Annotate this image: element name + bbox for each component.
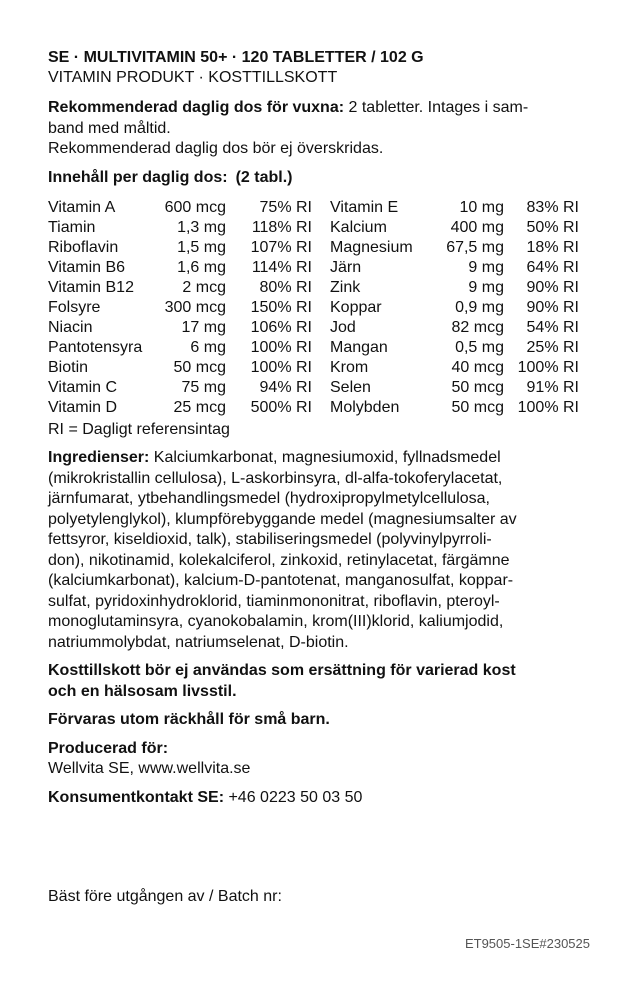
nutrient-row <box>330 378 579 398</box>
nutrient-amount: 2 mcg <box>182 278 226 296</box>
ingredients-text: Kalciumkarbonat, magnesiumoxid, fyllnadsmedel <box>149 449 501 466</box>
contact-line <box>48 788 593 809</box>
dosage-label: Rekommenderad daglig dos för vuxna: <box>48 99 345 116</box>
nutrient-name: Folsyre <box>48 298 101 316</box>
ingredients-line: don), nikotinamid, kolekalciferol, zinkoxid, retinylacetat, färgämne <box>48 551 510 569</box>
nutrient-name: Koppar <box>330 298 382 316</box>
nutrient-ri: 100% RI <box>250 358 312 376</box>
nutrient-name: Riboflavin <box>48 238 119 256</box>
dosage-line-1 <box>48 98 593 119</box>
nutrient-amount: 50 mcg <box>451 398 504 416</box>
nutrient-row <box>48 258 312 278</box>
nutrient-row <box>330 298 579 318</box>
nutrient-ri: 18% RI <box>526 238 579 256</box>
nutrient-row <box>330 318 579 338</box>
nutrient-ri: 100% RI <box>517 398 579 416</box>
ingredients-line: sulfat, pyridoxinhydroklorid, tiaminmononitrat, riboflavin, pteroyl- <box>48 592 500 610</box>
supplement-warning-line: Kosttillskott bör ej användas som ersättning för varierad kost <box>48 662 516 679</box>
ingredients-line: natriummolybdat, natriumselenat, D-biotin. <box>48 633 349 651</box>
nutrient-row <box>48 398 312 418</box>
nutrient-row <box>48 358 312 378</box>
nutrient-row <box>48 298 312 318</box>
contact-value: +46 0223 50 03 50 <box>224 788 363 806</box>
nutrient-ri: 100% RI <box>517 358 579 376</box>
nutrient-amount: 82 mcg <box>451 318 504 336</box>
nutrient-name: Vitamin E <box>330 198 399 216</box>
nutrient-amount: 300 mcg <box>164 298 226 316</box>
nutrient-ri: 80% RI <box>259 278 312 296</box>
nutrient-name: Zink <box>330 278 361 296</box>
nutrient-name: Molybden <box>330 398 400 416</box>
nutrient-row <box>48 338 312 358</box>
nutrient-ri: 90% RI <box>526 278 579 296</box>
ingredients-line: järnfumarat, ytbehandlingsmedel (hydroxipropylmetylcellulosa, <box>48 490 490 507</box>
nutrient-name: Kalcium <box>330 218 387 236</box>
content-heading <box>48 168 593 188</box>
ingredients-line: (kalciumkarbonat), kalcium-D-pantotenat, manganosulfat, koppar- <box>48 572 514 589</box>
ingredients-line: monoglutaminsyra, cyanokobalamin, krom(III)klorid, kaliumjodid, <box>48 613 504 630</box>
nutrient-row <box>48 238 312 258</box>
nutrient-name: Vitamin B12 <box>48 278 134 296</box>
ingredients-line: polyetylenglykol), klumpförebyggande medel (magnesiumsalter av <box>48 510 517 528</box>
nutrient-name: Niacin <box>48 318 93 336</box>
nutrient-ri: 118% RI <box>251 218 312 236</box>
nutrient-amount: 1,3 mg <box>177 218 226 236</box>
nutrient-row <box>48 318 312 338</box>
nutrient-ri: 114% RI <box>251 258 312 276</box>
nutrient-amount: 6 mg <box>190 338 226 356</box>
nutrient-amount: 40 mcg <box>451 358 504 376</box>
nutrient-ri: 106% RI <box>250 318 312 336</box>
nutrient-amount: 600 mcg <box>164 198 226 216</box>
nutrient-row <box>330 198 579 218</box>
dosage-warning: Rekommenderad daglig dos bör ej överskridas. <box>48 140 384 157</box>
supplement-warning <box>48 661 593 702</box>
nutrient-amount: 67,5 mg <box>446 238 504 256</box>
nutrient-name: Järn <box>330 258 362 276</box>
nutrient-ri: 83% RI <box>526 198 579 216</box>
nutrient-ri: 75% RI <box>259 198 312 216</box>
nutrient-name: Selen <box>330 378 371 396</box>
nutrient-amount: 1,6 mg <box>177 258 226 276</box>
nutrient-amount: 9 mg <box>468 258 504 276</box>
batch-code: ET9505-1SE#230525 <box>464 936 590 951</box>
nutrient-ri: 100% RI <box>250 338 312 356</box>
nutrient-ri: 54% RI <box>526 318 579 336</box>
nutrient-ri: 90% RI <box>526 298 579 316</box>
producer-value: Wellvita SE, www.wellvita.se <box>48 760 251 777</box>
nutrient-row <box>330 398 579 418</box>
nutrient-ri: 64% RI <box>526 258 579 276</box>
ingredients-section <box>48 448 593 653</box>
ri-note: RI = Dagligt referensintag <box>48 420 230 438</box>
nutrient-ri: 94% RI <box>259 378 312 396</box>
nutrient-ri: 150% RI <box>250 298 312 316</box>
nutrient-amount: 75 mg <box>181 378 226 396</box>
nutrient-name: Vitamin B6 <box>48 258 126 276</box>
nutrient-amount: 17 mg <box>181 318 226 336</box>
nutrient-amount: 10 mg <box>459 198 504 216</box>
storage-warning: Förvaras utom räckhåll för små barn. <box>48 711 330 728</box>
nutrient-row <box>48 378 312 398</box>
nutrient-amount: 50 mcg <box>451 378 504 396</box>
best-before-label: Bäst före utgången av / Batch nr: <box>48 888 282 905</box>
content-heading-label: Innehåll per daglig dos: <box>48 168 228 186</box>
nutrient-name: Biotin <box>48 358 89 376</box>
contact-label: Konsumentkontakt SE: <box>48 788 225 806</box>
nutrient-row <box>48 198 312 218</box>
nutrient-row <box>330 218 579 238</box>
product-title: SE · MULTIVITAMIN 50+ · 120 TABLETTER / 102 G <box>48 49 424 66</box>
nutrient-name: Vitamin D <box>48 398 118 416</box>
nutrient-amount: 0,9 mg <box>455 298 504 316</box>
nutrient-name: Tiamin <box>48 218 96 236</box>
nutrient-row <box>330 358 579 378</box>
nutrient-table-left <box>48 198 312 418</box>
nutrient-row <box>48 218 312 238</box>
nutrient-name: Jod <box>330 318 356 336</box>
nutrient-name: Vitamin A <box>48 198 116 216</box>
ingredients-line: (mikrokristallin cellulosa), L-askorbinsyra, dl-alfa-tokoferylacetat, <box>48 469 503 487</box>
dosage-section <box>48 98 593 160</box>
supplement-warning-line: och en hälsosam livsstil. <box>48 682 237 700</box>
nutrient-row <box>330 238 579 258</box>
nutrient-name: Vitamin C <box>48 378 118 396</box>
ingredients-line: fettsyror, kiseldioxid, talk), stabiliseringsmedel (polyvinylpyrroli- <box>48 531 492 548</box>
nutrient-amount: 400 mg <box>450 218 504 236</box>
content-heading-portion: (2 tabl.) <box>235 168 293 186</box>
nutrient-amount: 25 mcg <box>173 398 226 416</box>
label-content <box>48 48 593 808</box>
nutrient-ri: 50% RI <box>526 218 579 236</box>
nutrient-row <box>48 278 312 298</box>
nutrient-ri: 500% RI <box>250 398 312 416</box>
nutrient-amount: 1,5 mg <box>177 238 226 256</box>
nutrient-row <box>330 338 579 358</box>
nutrient-amount: 0,5 mg <box>455 338 504 356</box>
nutrient-name: Krom <box>330 358 369 376</box>
nutrient-amount: 50 mcg <box>173 358 226 376</box>
producer-label: Producerad för: <box>48 739 169 757</box>
nutrient-amount: 9 mg <box>468 278 504 296</box>
ingredients-line <box>48 448 593 469</box>
nutrient-ri: 25% RI <box>526 338 579 356</box>
nutrient-ri: 91% RI <box>526 378 579 396</box>
nutrient-name: Mangan <box>330 338 388 356</box>
nutrient-ri: 107% RI <box>250 238 312 256</box>
dosage-text: 2 tabletter. Intages i sam- <box>344 99 529 116</box>
nutrient-row <box>330 258 579 278</box>
product-subtitle: VITAMIN PRODUKT · KOSTTILLSKOTT <box>48 69 338 86</box>
nutrient-row <box>330 278 579 298</box>
nutrient-table-right <box>330 198 579 418</box>
nutrient-tables <box>48 198 593 418</box>
ingredients-label: Ingredienser: <box>48 449 150 466</box>
nutrient-name: Magnesium <box>330 238 413 256</box>
dosage-line-2: band med måltid. <box>48 119 171 137</box>
nutrient-name: Pantotensyra <box>48 338 143 356</box>
